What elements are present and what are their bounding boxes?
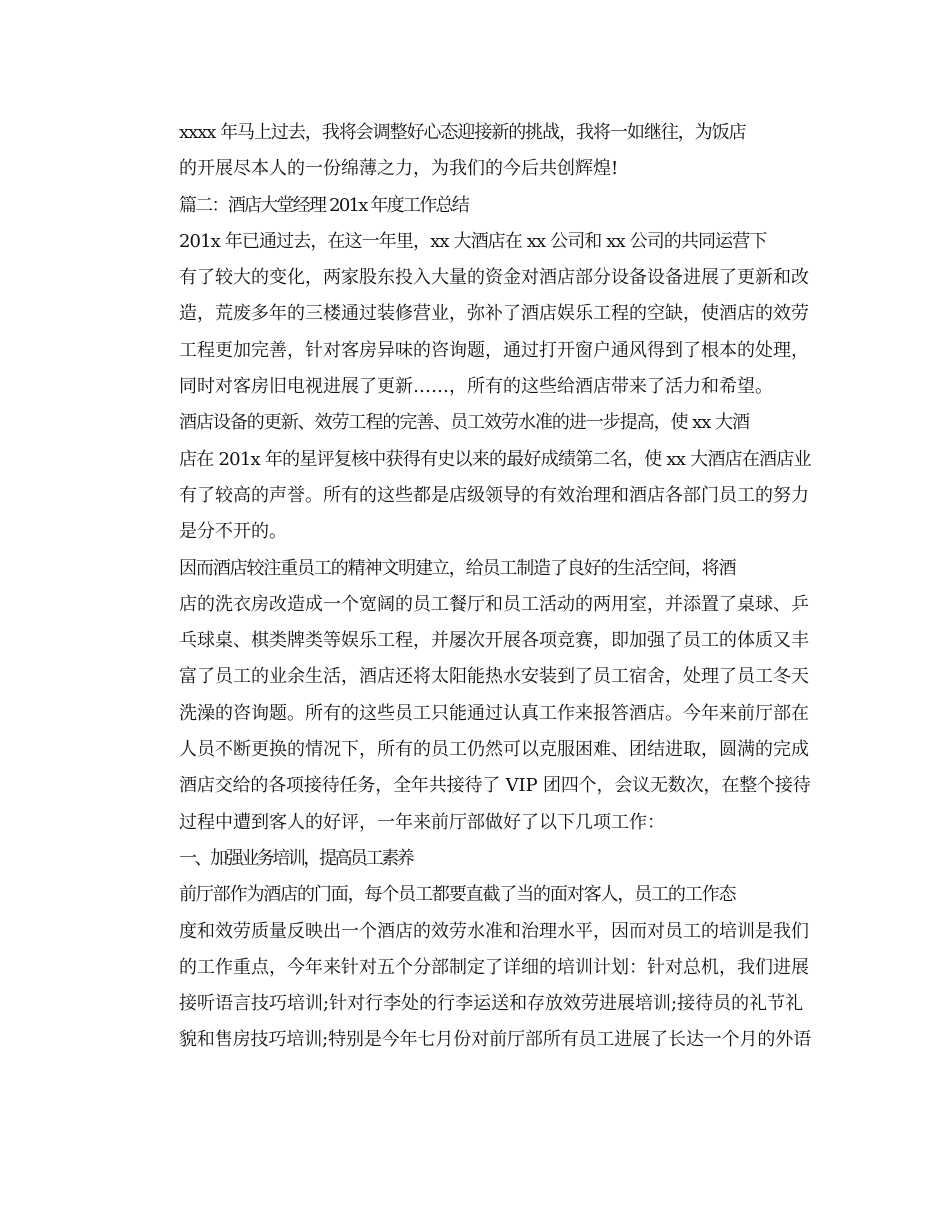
text-line: 201x 年已通过去，在这一年里，xx 大酒店在 xx 公司和 xx 公司的共同运营下 [179, 230, 767, 252]
paragraph-overview [143, 224, 813, 405]
text-line: 因而酒店较注重员工的精神文明建立，给员工制造了良好的生活空间，将酒 [179, 557, 736, 579]
text-line: 度和效劳质量反映出一个酒店的效劳水准和治理水平，因而对员工的培训是我们 [179, 920, 809, 942]
paragraph-conclusion [143, 115, 813, 188]
text-line: 是分不开的。 [179, 521, 287, 543]
text-line: 店的洗衣房改造成一个宽阔的员工餐厅和员工活动的两用室，并添置了桌球、乒 [179, 593, 809, 615]
text-line: xxxx 年马上过去，我将会调整好心态迎接新的挑战，我将一如继往，为饭店 [179, 122, 746, 143]
text-line: 工程更加完善，针对客房异味的咨询题，通过打开窗户通风得到了根本的处理， [179, 339, 809, 361]
text-line: 篇二：酒店大堂经理 201x 年度工作总结 [179, 194, 468, 216]
text-line: 有了较高的声誉。所有的这些都是店级领导的有效治理和酒店各部门员工的努力 [179, 484, 809, 506]
text-line: 一、加强业务培训，提高员工素养 [179, 847, 413, 869]
document-body [143, 115, 813, 1059]
paragraph-achievements [143, 405, 813, 550]
text-line: 人员不断更换的情况下，所有的员工仍然可以克服困难、团结进取，圆满的完成 [179, 739, 809, 761]
text-line: 接听语言技巧培训;针对行李处的行李运送和存放效劳进展培训;接待员的礼节礼 [179, 993, 804, 1015]
text-line: 的开展尽本人的一份绵薄之力，为我们的今后共创辉煌! [179, 158, 619, 180]
text-line: 酒店交给的各项接待任务，全年共接待了 VIP 团四个，会议无数次，在整个接待 [179, 775, 811, 797]
text-line: 洗澡的咨询题。所有的这些员工只能通过认真工作来报答酒店。今年来前厅部在 [179, 702, 809, 724]
text-line: 同时对客房旧电视进展了更新……，所有的这些给酒店带来了活力和希望。 [179, 376, 773, 398]
paragraph-training [143, 877, 813, 1058]
text-line: 有了较大的变化，两家股东投入大量的资金对酒店部分设备设备进展了更新和改 [179, 267, 809, 289]
text-line: 酒店设备的更新、效劳工程的完善、员工效劳水准的进一步提高，使 xx 大酒 [179, 412, 749, 434]
text-line: 过程中遭到客人的好评，一年来前厅部做好了以下几项工作： [179, 811, 665, 833]
text-line: 的工作重点，今年来针对五个分部制定了详细的培训计划：针对总机，我们进展 [179, 956, 809, 978]
section-heading [143, 188, 813, 224]
subsection-heading [143, 841, 813, 877]
text-line: 造，荒废多年的三楼通过装修营业，弥补了酒店娱乐工程的空缺，使酒店的效劳 [179, 303, 809, 325]
text-line: 乓球桌、棋类牌类等娱乐工程，并屡次开展各项竞赛，即加强了员工的体质又丰 [179, 630, 809, 652]
text-line: 貌和售房技巧培训;特别是今年七月份对前厅部所有员工进展了长达一个月的外语 [179, 1029, 812, 1051]
text-line: 富了员工的业余生活，酒店还将太阳能热水安装到了员工宿舍，处理了员工冬天 [179, 666, 809, 688]
text-line: 前厅部作为酒店的门面，每个员工都要直截了当的面对客人，员工的工作态 [179, 884, 736, 906]
paragraph-staff-welfare [143, 551, 813, 841]
text-line: 店在 201x 年的星评复核中获得有史以来的最好成绩第二名，使 xx 大酒店在酒店业 [179, 448, 811, 470]
